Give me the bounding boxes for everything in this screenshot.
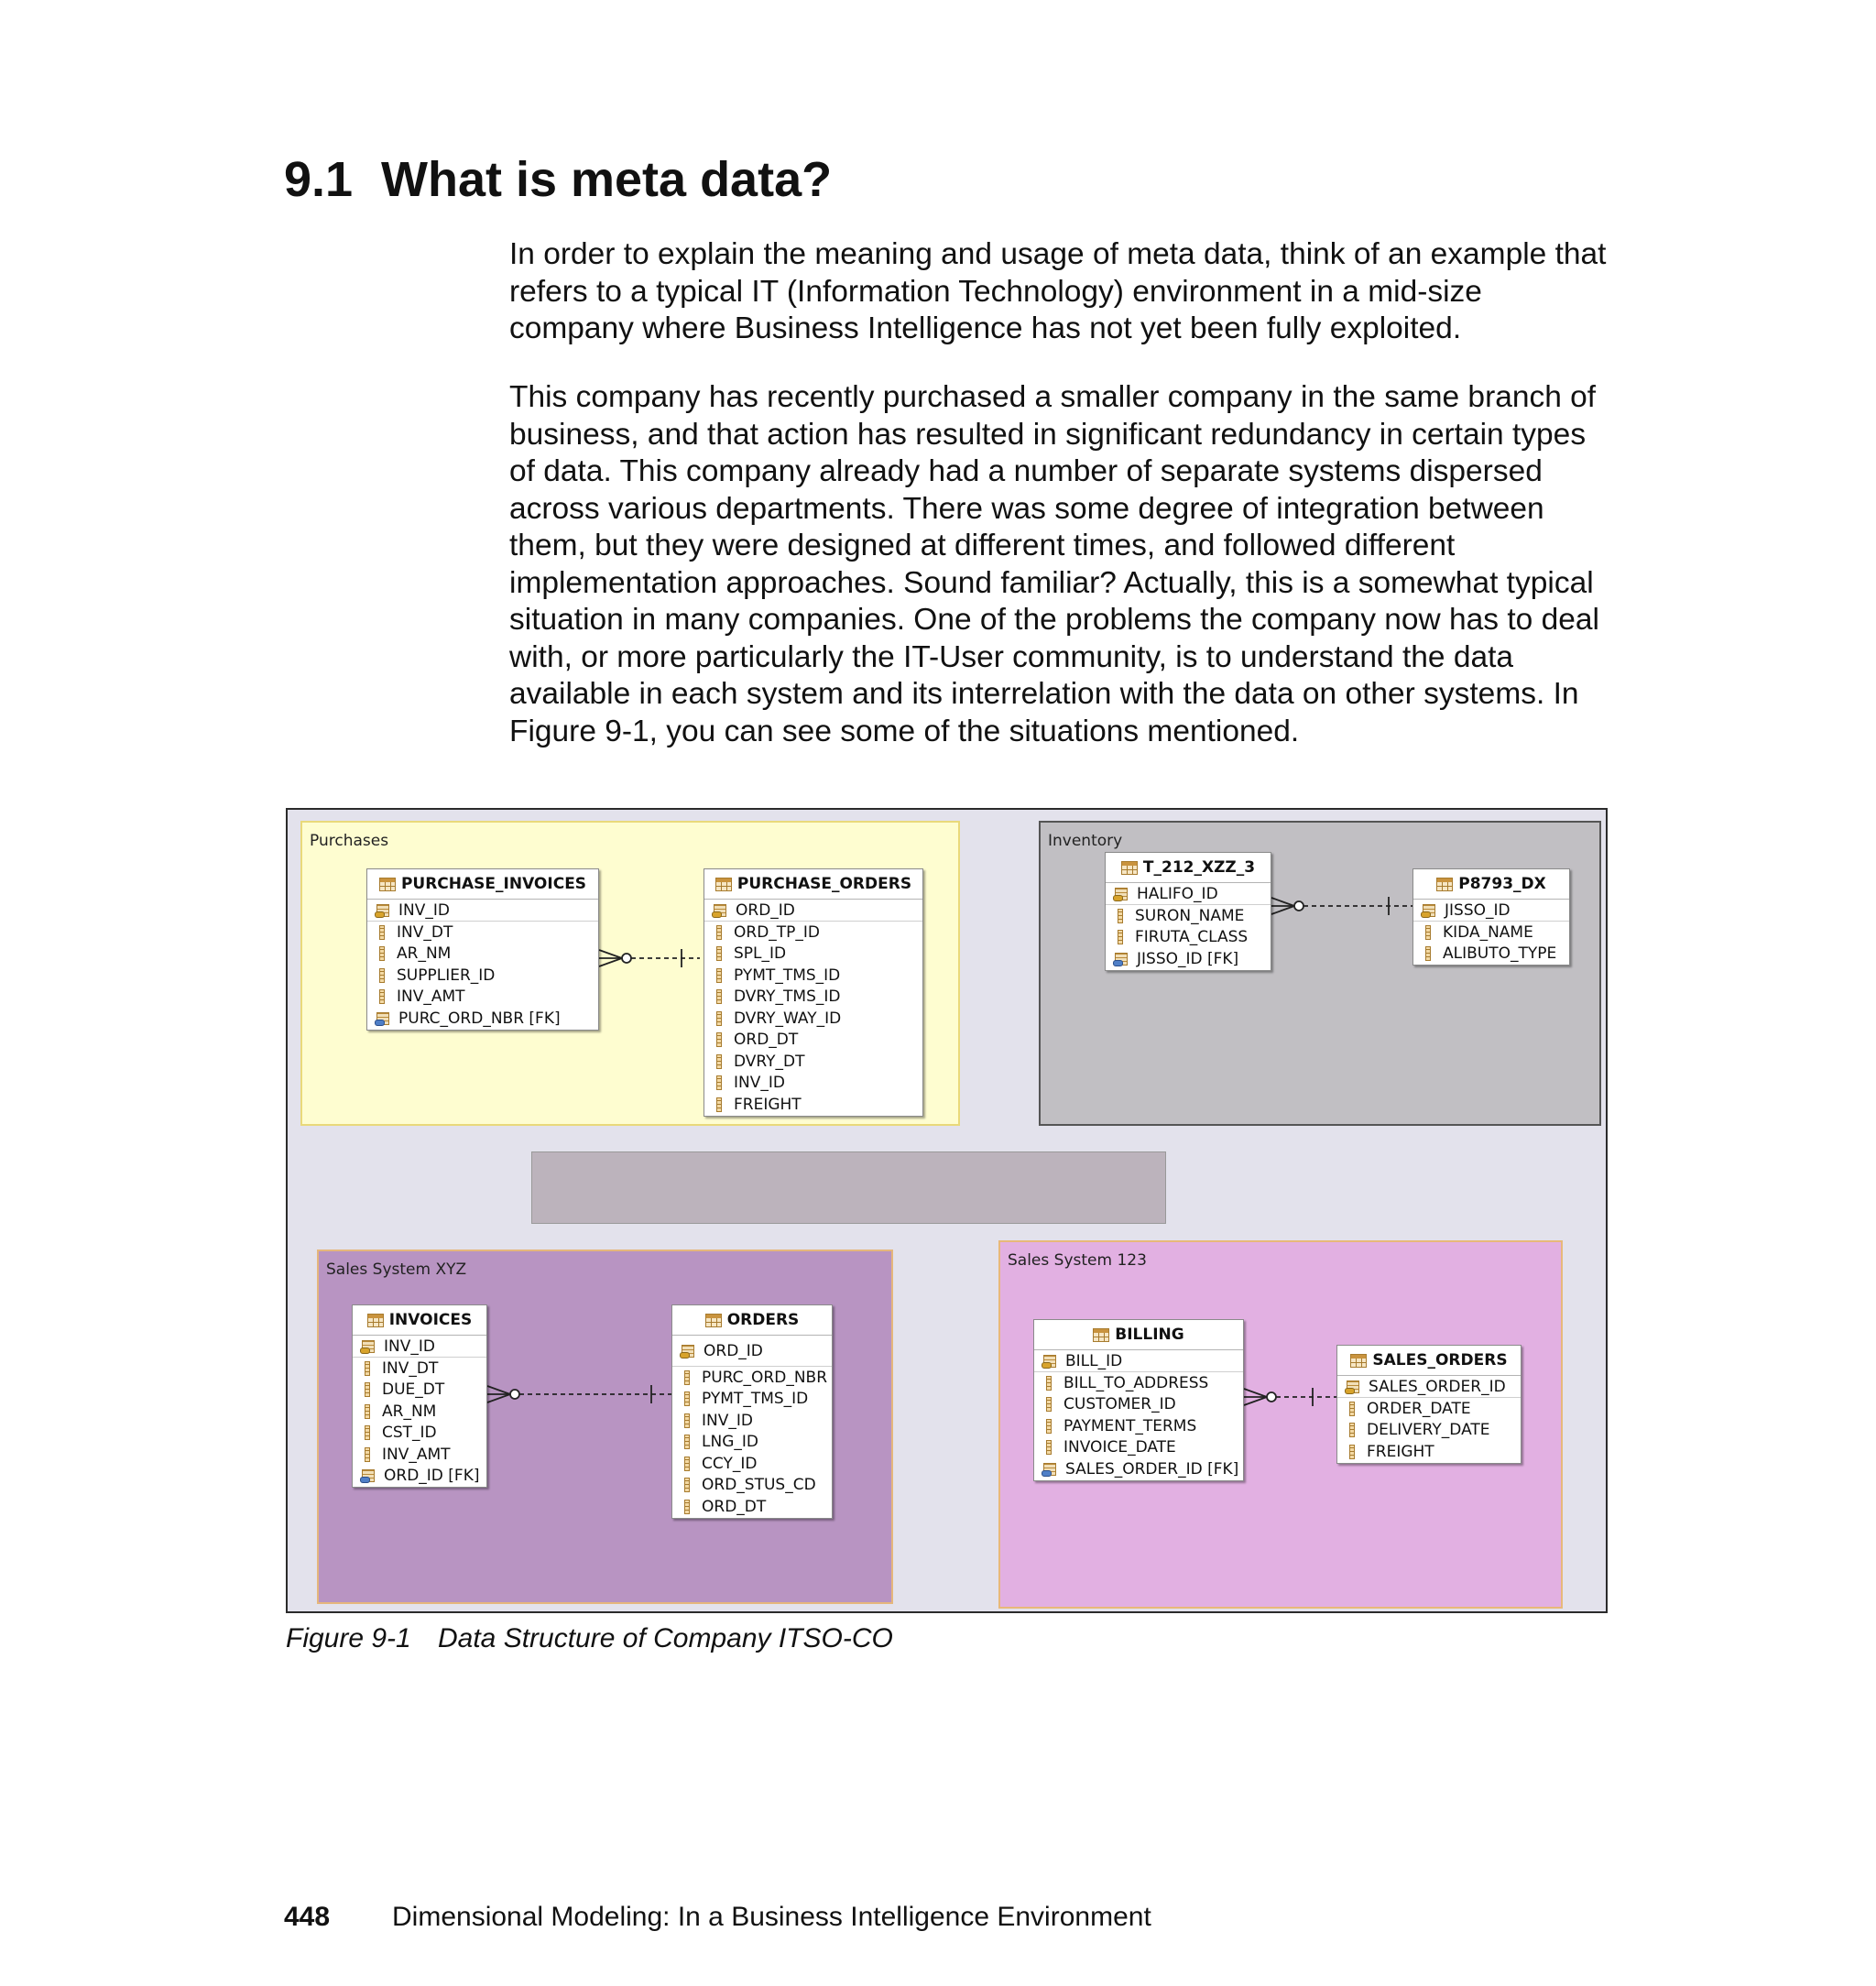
primary-key-icon — [375, 903, 391, 918]
section-heading — [284, 151, 832, 208]
column-row — [1034, 1437, 1243, 1459]
entity-name: T_212_XZZ_3 — [1142, 858, 1256, 877]
column-icon — [1046, 1397, 1052, 1412]
column-icon — [1046, 1440, 1052, 1455]
primary-key-row — [1106, 883, 1271, 905]
column-row — [672, 1453, 832, 1475]
primary-key-icon — [1113, 887, 1129, 901]
foreign-key-row — [1034, 1458, 1243, 1480]
entity-header — [672, 1305, 832, 1336]
entity-header — [353, 1305, 486, 1336]
column-icon — [379, 925, 385, 940]
primary-key-row — [672, 1336, 832, 1367]
entity-billing[interactable] — [1033, 1319, 1244, 1481]
column-icon — [716, 968, 722, 983]
primary-key-row — [1413, 900, 1569, 922]
entity-sales-orders[interactable] — [1336, 1345, 1522, 1464]
column-name: KIDA_NAME — [1443, 922, 1533, 942]
column-row — [353, 1358, 486, 1380]
table-icon — [1093, 1328, 1109, 1342]
column-icon — [1349, 1445, 1355, 1459]
column-row — [672, 1367, 832, 1389]
column-name: BILL_TO_ADDRESS — [1063, 1373, 1209, 1392]
foreign-key-icon — [1042, 1462, 1058, 1477]
section-title: What is meta data? — [381, 152, 833, 207]
entity-header — [1413, 869, 1569, 900]
column-icon — [365, 1447, 370, 1462]
column-name: PYMT_TMS_ID — [734, 966, 841, 985]
column-name: SUPPLIER_ID — [397, 966, 496, 985]
column-icon — [365, 1404, 370, 1419]
column-row — [1106, 905, 1271, 927]
entity-name: INVOICES — [388, 1311, 473, 1329]
column-name: ORD_STUS_CD — [702, 1476, 816, 1495]
column-name: ORD_ID [FK] — [384, 1467, 480, 1486]
column-name: ORD_DT — [734, 1031, 799, 1050]
column-name: DVRY_WAY_ID — [734, 1009, 842, 1028]
entity-invoices[interactable] — [352, 1304, 487, 1488]
primary-key-icon — [1421, 903, 1437, 918]
column-icon — [1425, 946, 1431, 961]
text-line: situation in many companies. One of the problems the company now has to deal — [509, 603, 1599, 637]
column-icon — [1046, 1376, 1052, 1391]
column-icon — [716, 1097, 722, 1112]
column-icon — [684, 1500, 690, 1514]
primary-key-row — [353, 1336, 486, 1358]
column-row — [1337, 1398, 1521, 1420]
entity-name: SALES_ORDERS — [1372, 1351, 1508, 1369]
column-name: HALIFO_ID — [1137, 884, 1218, 903]
foreign-key-row — [367, 1008, 598, 1030]
text-line: Figure 9-1, you can see some of the situations mentioned. — [509, 714, 1300, 748]
table-icon — [379, 878, 396, 891]
column-name: INV_ID — [734, 1074, 785, 1093]
column-icon — [365, 1361, 370, 1376]
column-name: ORD_ID — [736, 900, 795, 920]
column-name: JISSO_ID [FK] — [1137, 949, 1239, 968]
column-name: CST_ID — [382, 1424, 437, 1443]
column-icon — [1118, 909, 1123, 923]
package-label: Inventory — [1048, 832, 1123, 850]
text-line: business, and that action has resulted in significant redundancy in certain types — [509, 417, 1587, 452]
column-icon — [1046, 1419, 1052, 1434]
column-name: INV_ID — [398, 900, 450, 920]
text-line: across various departments. There was some degree of integration between — [509, 491, 1544, 526]
column-row — [704, 944, 922, 966]
text-line: refers to a typical IT (Information Technology) environment in a mid-size — [509, 274, 1482, 309]
column-name: FREIGHT — [734, 1095, 802, 1114]
package-label: Sales System 123 — [1008, 1251, 1147, 1270]
entity-name: PURCHASE_ORDERS — [736, 875, 912, 893]
column-row — [353, 1380, 486, 1402]
column-row — [1337, 1441, 1521, 1463]
column-icon — [379, 946, 385, 961]
column-name: INV_AMT — [382, 1445, 451, 1464]
text-line: available in each system and its interrelation with the data on other systems. In — [509, 677, 1579, 711]
column-icon — [716, 946, 722, 961]
foreign-key-row — [1106, 948, 1271, 970]
column-name: INV_AMT — [397, 988, 465, 1007]
table-icon — [1121, 861, 1138, 875]
text-line: company where Business Intelligence has not yet been fully exploited. — [509, 311, 1462, 345]
column-row — [672, 1496, 832, 1518]
figure-number: Figure 9-1 — [286, 1623, 411, 1653]
column-row — [672, 1432, 832, 1454]
column-icon — [716, 1054, 722, 1069]
column-icon — [716, 925, 722, 940]
column-icon — [365, 1382, 370, 1397]
column-name: FREIGHT — [1367, 1442, 1434, 1461]
column-name: SURON_NAME — [1135, 906, 1245, 925]
book-title: Dimensional Modeling: In a Business Intelligence Environment — [392, 1902, 1151, 1932]
column-row — [704, 1073, 922, 1095]
column-name: INV_DT — [382, 1359, 439, 1378]
text-line: with, or more particularly the IT-User community, is to understand the data — [509, 639, 1514, 674]
column-icon — [1425, 925, 1431, 940]
figure-caption — [286, 1623, 893, 1654]
entity-name: ORDERS — [726, 1311, 800, 1329]
column-icon — [716, 989, 722, 1004]
column-name: ORDER_DATE — [1367, 1399, 1471, 1418]
column-row — [367, 944, 598, 966]
text-line: In order to explain the meaning and usage of meta data, think of an example that — [509, 237, 1607, 271]
column-row — [672, 1410, 832, 1432]
column-row — [367, 965, 598, 987]
column-name: PAYMENT_TERMS — [1063, 1416, 1197, 1435]
primary-key-icon — [1345, 1380, 1361, 1394]
entity-header — [1337, 1346, 1521, 1376]
column-name: SALES_ORDER_ID — [1369, 1377, 1506, 1396]
primary-key-row — [1337, 1376, 1521, 1398]
primary-key-row — [704, 900, 922, 922]
column-row — [704, 1008, 922, 1030]
column-row — [672, 1475, 832, 1497]
text-line: implementation approaches. Sound familiar? Actually, this is a somewhat typical — [509, 565, 1594, 600]
column-name: ORD_TP_ID — [734, 922, 821, 942]
column-name: ORD_ID — [704, 1341, 763, 1360]
column-icon — [365, 1425, 370, 1440]
column-row — [704, 965, 922, 987]
table-icon — [1436, 878, 1453, 891]
entity-header — [1106, 853, 1271, 883]
column-row — [704, 1051, 922, 1073]
column-row — [1413, 922, 1569, 944]
table-icon — [367, 1314, 384, 1327]
column-name: PYMT_TMS_ID — [702, 1390, 809, 1409]
column-row — [367, 987, 598, 1009]
primary-key-icon — [1042, 1354, 1058, 1369]
column-row — [704, 922, 922, 944]
column-icon — [1118, 930, 1123, 944]
column-row — [1034, 1394, 1243, 1416]
column-icon — [684, 1391, 690, 1406]
column-name: SPL_ID — [734, 944, 787, 964]
column-name: AR_NM — [397, 944, 452, 964]
column-row — [353, 1444, 486, 1466]
section-number: 9.1 — [284, 152, 354, 207]
table-icon — [1350, 1354, 1367, 1368]
column-row — [1106, 927, 1271, 949]
column-row — [1413, 944, 1569, 966]
entity-header — [367, 869, 598, 900]
column-name: DELIVERY_DATE — [1367, 1421, 1490, 1440]
column-name: ORD_DT — [702, 1497, 767, 1516]
entity-t-212-xzz-3[interactable] — [1105, 852, 1271, 971]
column-name: DVRY_DT — [734, 1052, 805, 1071]
page-footer — [284, 1902, 1151, 1933]
column-icon — [684, 1370, 690, 1385]
column-icon — [684, 1478, 690, 1492]
primary-key-icon — [360, 1339, 376, 1354]
column-name: INVOICE_DATE — [1063, 1438, 1176, 1457]
foreign-key-row — [353, 1466, 486, 1488]
column-icon — [716, 1011, 722, 1026]
column-name: AR_NM — [382, 1402, 437, 1421]
primary-key-row — [367, 900, 598, 922]
column-name: CCY_ID — [702, 1454, 758, 1473]
primary-key-row — [1034, 1350, 1243, 1372]
primary-key-icon — [712, 903, 728, 918]
column-row — [1034, 1372, 1243, 1394]
column-row — [1034, 1415, 1243, 1437]
table-icon — [705, 1314, 722, 1327]
column-icon — [1349, 1423, 1355, 1437]
column-name: INV_ID — [702, 1411, 753, 1430]
column-icon — [716, 1075, 722, 1090]
entity-name: PURCHASE_INVOICES — [400, 875, 587, 893]
column-row — [353, 1423, 486, 1445]
column-icon — [716, 1032, 722, 1047]
entity-header — [1034, 1320, 1243, 1350]
column-name: FIRUTA_CLASS — [1135, 928, 1249, 947]
column-icon — [684, 1457, 690, 1471]
entity-p8793-dx[interactable] — [1412, 868, 1570, 966]
column-icon — [379, 968, 385, 983]
column-row — [353, 1401, 486, 1423]
entity-purchase-invoices[interactable] — [366, 868, 599, 1031]
text-line: them, but they were designed at different times, and followed different — [509, 529, 1456, 562]
column-name: BILL_ID — [1065, 1351, 1123, 1370]
column-icon — [684, 1413, 690, 1428]
text-line: of data. This company already had a number of separate systems dispersed — [509, 454, 1543, 488]
column-name: INV_ID — [384, 1337, 435, 1356]
foreign-key-icon — [375, 1011, 391, 1026]
entity-header — [704, 869, 922, 900]
column-name: PURC_ORD_NBR — [702, 1368, 828, 1387]
paragraph-2 — [509, 379, 1609, 750]
entity-purchase-orders[interactable] — [704, 868, 923, 1117]
column-row — [1337, 1420, 1521, 1442]
page-number: 448 — [284, 1902, 331, 1932]
entity-name: P8793_DX — [1458, 875, 1546, 893]
column-icon — [684, 1435, 690, 1449]
column-icon — [379, 989, 385, 1004]
entity-orders[interactable] — [671, 1304, 833, 1519]
column-name: ALIBUTO_TYPE — [1443, 944, 1557, 964]
column-row — [367, 922, 598, 944]
column-row — [704, 987, 922, 1009]
column-name: JISSO_ID — [1445, 900, 1511, 920]
table-icon — [715, 878, 732, 891]
column-name: SALES_ORDER_ID [FK] — [1065, 1459, 1239, 1479]
figure-title: Data Structure of Company ITSO-CO — [438, 1623, 893, 1653]
column-name: LNG_ID — [702, 1433, 758, 1452]
foreign-key-icon — [360, 1468, 376, 1483]
column-name: CUSTOMER_ID — [1063, 1395, 1176, 1414]
column-row — [704, 1094, 922, 1116]
column-name: PURC_ORD_NBR [FK] — [398, 1009, 561, 1028]
entity-name: BILLING — [1115, 1326, 1184, 1344]
column-row — [672, 1389, 832, 1411]
column-row — [704, 1030, 922, 1052]
column-name: INV_DT — [397, 922, 453, 942]
package-label: Sales System XYZ — [326, 1260, 467, 1279]
data-structure-figure — [286, 808, 1608, 1613]
column-name: DVRY_TMS_ID — [734, 988, 841, 1007]
text-line: This company has recently purchased a smaller company in the same branch of — [509, 380, 1597, 414]
paragraph-1 — [509, 236, 1609, 348]
column-name: DUE_DT — [382, 1380, 445, 1400]
primary-key-icon — [680, 1344, 696, 1359]
foreign-key-icon — [1113, 952, 1129, 966]
column-icon — [1349, 1402, 1355, 1416]
package-label: Purchases — [310, 832, 389, 850]
